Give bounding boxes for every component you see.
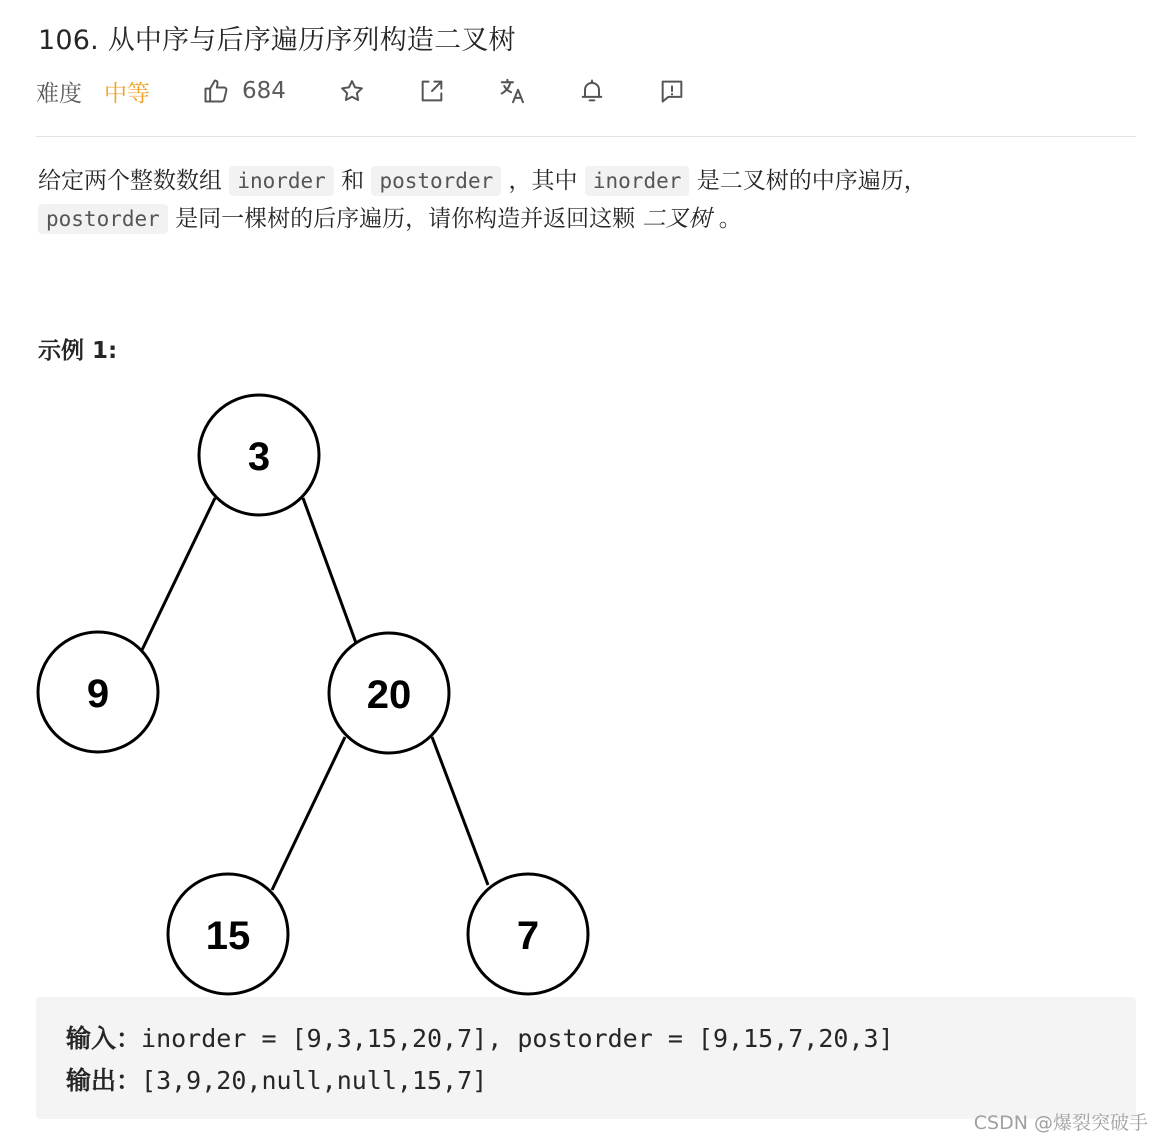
inline-code: inorder xyxy=(585,166,690,196)
feedback-button[interactable] xyxy=(658,70,686,112)
colon: ： xyxy=(116,1024,142,1053)
binary-tree-diagram xyxy=(0,380,620,1010)
inline-code: postorder xyxy=(371,166,501,196)
output-label: 输出 xyxy=(66,1066,117,1095)
like-button[interactable] xyxy=(202,70,286,112)
problem-title: 106. 从中序与后序遍历序列构造二叉树 xyxy=(38,25,516,56)
description-line xyxy=(38,200,1148,238)
description-text: 。 xyxy=(711,206,742,232)
tree-node-label: 3 xyxy=(247,435,271,479)
difficulty xyxy=(36,70,150,112)
favorite-button[interactable] xyxy=(338,70,366,112)
problem-description xyxy=(38,162,1148,238)
description-text: 是同一棵树的后序遍历，请你构造并返回这颗 xyxy=(167,206,643,232)
colon: ： xyxy=(116,1066,142,1095)
input-label: 输入 xyxy=(66,1024,117,1053)
watermark: CSDN @爆裂突破手 xyxy=(973,1112,1148,1134)
tree-edge xyxy=(432,737,488,885)
thumbs-up-icon xyxy=(202,77,230,105)
inline-code: inorder xyxy=(229,166,334,196)
header-divider xyxy=(36,136,1136,137)
emphasis-text: 二叉树 xyxy=(642,206,712,232)
example-input xyxy=(66,1019,894,1055)
description-text: 给定两个整数数组 xyxy=(38,168,230,194)
example-output xyxy=(66,1061,487,1097)
input-value: inorder = [9,3,15,20,7], postorder = [9,15,7,20,3] xyxy=(141,1024,894,1053)
description-text: 是二叉树的中序遍历， xyxy=(689,168,927,194)
description-text: 和 xyxy=(333,168,372,194)
tree-node-label: 7 xyxy=(516,914,540,958)
notify-button[interactable] xyxy=(578,70,606,112)
tree-edge xyxy=(142,498,215,650)
tree-edge xyxy=(272,737,345,890)
bell-icon xyxy=(578,77,606,105)
difficulty-value: 中等 xyxy=(104,80,150,107)
translate-icon xyxy=(498,76,528,106)
like-count: 684 xyxy=(242,78,286,104)
share-icon xyxy=(418,77,446,105)
tree-node-label: 15 xyxy=(205,914,251,958)
feedback-icon xyxy=(658,77,686,105)
difficulty-label: 难度 xyxy=(36,80,82,107)
inline-code: postorder xyxy=(38,204,168,234)
star-icon xyxy=(338,77,366,105)
tree-node-label: 20 xyxy=(366,673,412,717)
example-io-block xyxy=(36,997,1136,1119)
description-line xyxy=(38,162,1148,200)
output-value: [3,9,20,null,null,15,7] xyxy=(141,1066,488,1095)
tree-edge xyxy=(303,498,356,643)
example-title: 示例 1: xyxy=(38,338,118,364)
description-text: ，其中 xyxy=(501,168,585,194)
problem-meta-bar xyxy=(36,70,1136,112)
translate-button[interactable] xyxy=(498,70,528,112)
share-button[interactable] xyxy=(418,70,446,112)
tree-node-label: 9 xyxy=(86,672,110,716)
